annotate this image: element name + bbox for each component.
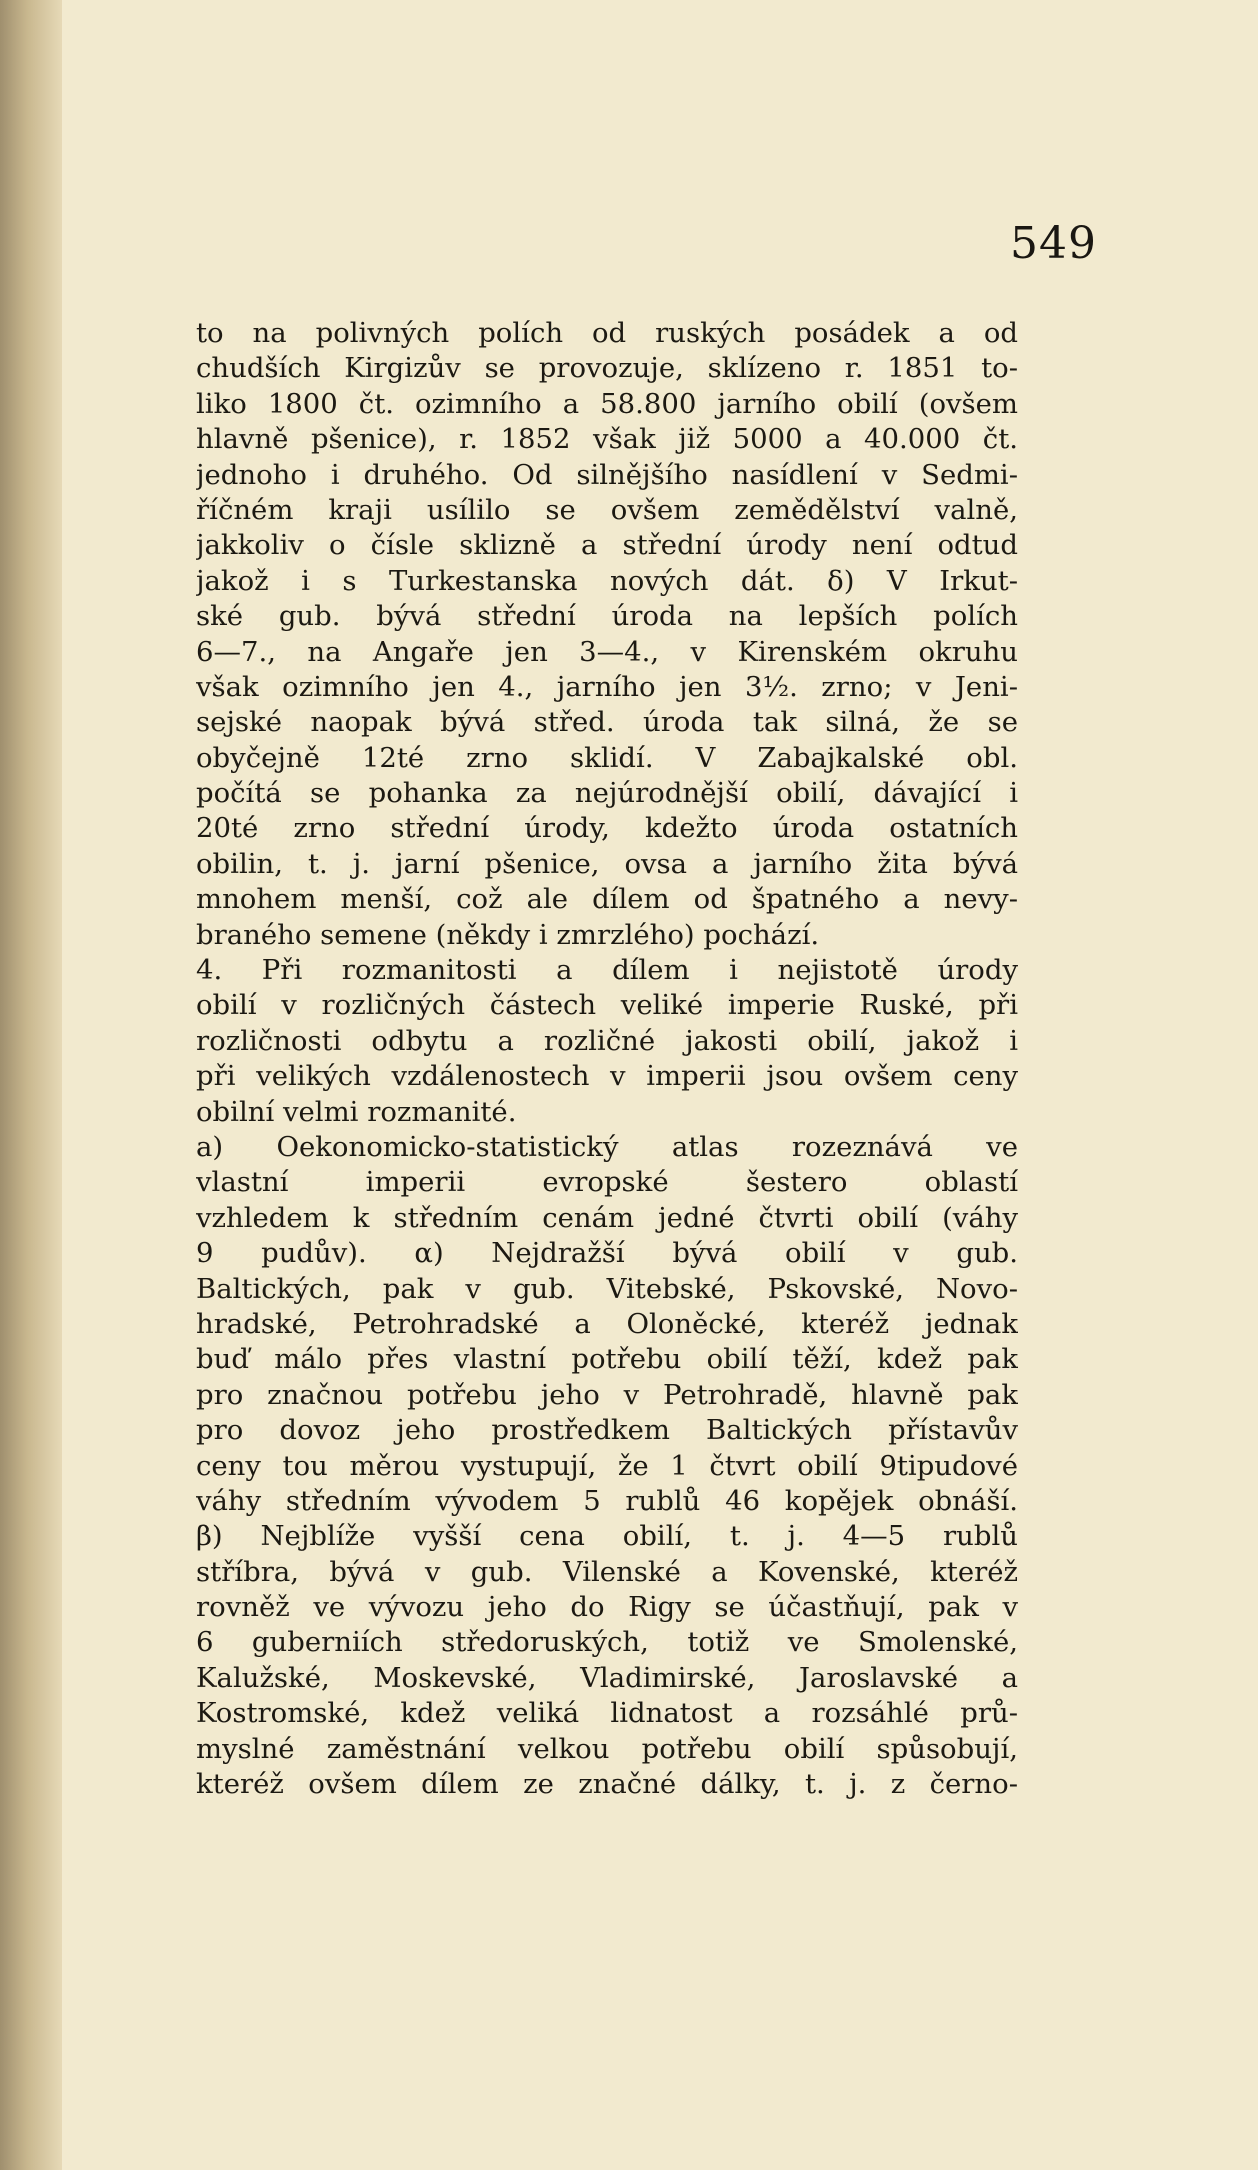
text-line: počítá se pohanka za nejúrodnější obilí, dávající i [196,777,1018,810]
text-line: kteréž ovšem dílem ze značné dálky, t. j. z černo- [196,1768,1018,1801]
text-line: při velikých vzdálenostech v imperii jsou ovšem ceny [196,1060,1018,1093]
text-line: obilí v rozličných částech veliké imperie Ruské, při [196,989,1018,1022]
text-line: liko 1800 čt. ozimního a 58.800 jarního obilí (ovšem [196,387,1018,420]
text-line: Baltických, pak v gub. Vitebské, Pskovské, Novo- [196,1272,1018,1305]
text-line: 4. Při rozmanitosti a dílem i nejistotě úrody [196,954,1018,987]
text-line: rovněž ve vývozu jeho do Rigy se účastňují, pak v [196,1591,1018,1624]
text-line: však ozimního jen 4., jarního jen 3½. zrno; v Jeni- [196,670,1018,703]
text-line: pro dovoz jeho prostředkem Baltických přístavův [196,1414,1018,1447]
text-line: 9 pudův). α) Nejdražší bývá obilí v gub. [196,1237,1018,1270]
text-line: a) Oekonomicko-statistický atlas rozeznává ve [196,1130,1018,1163]
text-line: ceny tou měrou vystupují, že 1 čtvrt obilí 9tipudové [196,1449,1018,1482]
text-line: ské gub. bývá střední úroda na lepších polích [196,600,1018,633]
body-text [196,316,1018,1802]
text-line: stříbra, bývá v gub. Vilenské a Kovenské, kteréž [196,1555,1018,1588]
text-line: mnohem menší, což ale dílem od špatného a nevy- [196,883,1018,916]
text-line: buď málo přes vlastní potřebu obilí těží, kdež pak [196,1343,1018,1376]
text-line: jakkoliv o čísle sklizně a střední úrody není odtud [196,529,1018,562]
text-line: chudších Kirgizův se provozuje, sklízeno r. 1851 to- [196,352,1018,385]
text-line: hlavně pšenice), r. 1852 však již 5000 a 40.000 čt. [196,423,1018,456]
text-line: 6 guberniích středoruských, totiž ve Smolenské, [196,1626,1018,1659]
text-line: obilin, t. j. jarní pšenice, ovsa a jarního žita bývá [196,847,1018,880]
text-line: 6—7., na Angaře jen 3—4., v Kirenském okruhu [196,635,1018,668]
text-line: říčném kraji usílilo se ovšem zemědělství valně, [196,493,1018,526]
text-line: jakož i s Turkestanska nových dát. δ) V Irkut- [196,564,1018,597]
text-line: hradské, Petrohradské a Oloněcké, kteréž jednak [196,1307,1018,1340]
text-line: Kalužské, Moskevské, Vladimirské, Jaroslavské a [196,1661,1018,1694]
text-line: vzhledem k středním cenám jedné čtvrti obilí (váhy [196,1201,1018,1234]
text-line: vlastní imperii evropské šestero oblastí [196,1166,1018,1199]
text-line: jednoho i druhého. Od silnějšího nasídlení v Sedmi- [196,458,1018,491]
text-line: rozličnosti odbytu a rozličné jakosti obilí, jakož i [196,1024,1018,1057]
text-line: myslné zaměstnání velkou potřebu obilí spůsobují, [196,1732,1018,1765]
text-line: to na polivných polích od ruských posádek a od [196,317,1018,349]
text-line: Kostromské, kdež veliká lidnatost a rozsáhlé prů- [196,1697,1018,1730]
text-line: obilní velmi rozmanité. [196,1095,517,1128]
book-gutter [0,0,62,2170]
page-number: 549 [1010,218,1097,269]
text-line: braného semene (někdy i zmrzlého) pochází. [196,918,820,951]
text-line: 20té zrno střední úrody, kdežto úroda ostatních [196,812,1018,845]
text-line: sejské naopak bývá střed. úroda tak silná, že se [196,706,1018,739]
text-line: váhy středním vývodem 5 rublů 46 kopějek obnáší. [196,1484,1018,1517]
text-line: β) Nejblíže vyšší cena obilí, t. j. 4—5 rublů [196,1520,1018,1553]
text-line: obyčejně 12té zrno sklidí. V Zabajkalské obl. [196,741,1018,774]
text-line: pro značnou potřebu jeho v Petrohradě, hlavně pak [196,1378,1018,1411]
